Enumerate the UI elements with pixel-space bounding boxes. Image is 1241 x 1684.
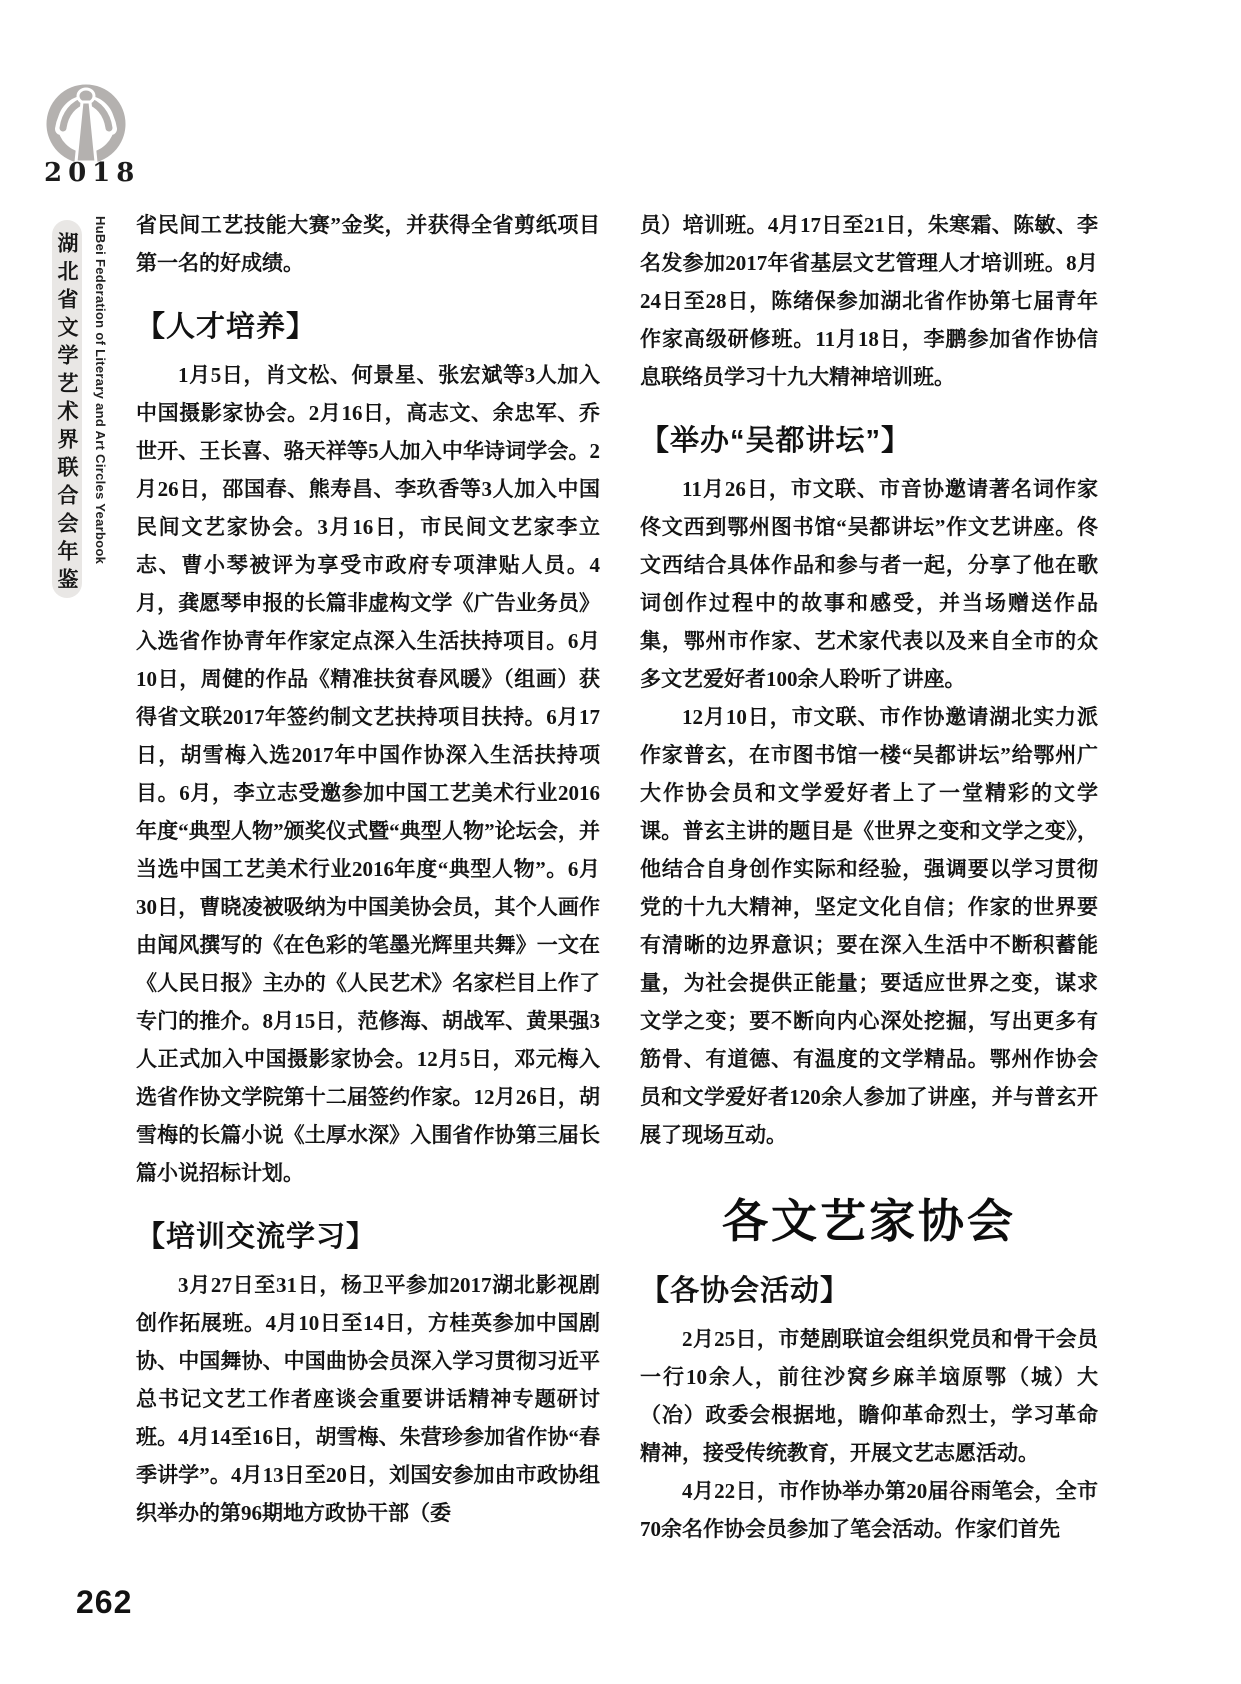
paragraph-association-activities-1: 2月25日，市楚剧联谊会组织党员和骨干会员一行10余人，前往沙窝乡麻羊垴原鄂（城）大（冶）政委会根据地，瞻仰革命烈士，学习革命精神，接受传统教育，开展文艺志愿活动。	[640, 1327, 1098, 1465]
federation-logo	[36, 84, 136, 164]
chapter-title-associations: 各文艺家协会	[722, 1195, 1016, 1247]
paragraph-wudu-forum-2: 12月10日，市文联、市作协邀请湖北实力派作家普玄，在市图书馆一楼“吴都讲坛”给鄂州广大作协会员和文学爱好者上了一堂精彩的文学课。普玄主讲的题目是《世界之变和文学之变》，他结合自身创作实际和经验，强调要以学习贯彻党的十九大精神，坚定文化自信；作家的世界要有清晰的边界意识；要在深入生活中不断积蓄能量，为社会提供正能量；要适应世界之变，谋求文学之变；要不断向内心深处挖掘，写出更多有筋骨、有道德、有温度的文学精品。鄂州作协会员和文学爱好者120余人参加了讲座，并与普玄开展了现场互动。	[640, 705, 1098, 1147]
paragraph-training-exchange: 3月27日至31日，杨卫平参加2017湖北影视剧创作拓展班。4月10日至14日，方桂英参加中国剧协、中国舞协、中国曲协会员深入学习贯彻习近平总书记文艺工作者座谈会重要讲话精神专题研讨班。4月14至16日，胡雪梅、朱营珍参加省作协“春季讲学”。4月13日至20日，刘国安参加由市政协组织举办的第96期地方政协干部（委	[136, 1273, 600, 1525]
paragraph-continuation: 省民间工艺技能大赛”金奖，并获得全省剪纸项目第一名的好成绩。	[136, 213, 600, 275]
section-heading-training-exchange: 【培训交流学习】	[136, 1221, 377, 1253]
federation-logo-icon	[36, 84, 136, 164]
paragraph-talent-cultivation: 1月5日，肖文松、何景星、张宏斌等3人加入中国摄影家协会。2月16日，高志文、余忠军、乔世开、王长喜、骆天祥等5人加入中华诗词学会。2月26日，邵国春、熊寿昌、李玖香等3人加入中国民间文艺家协会。3月16日，市民间文艺家李立志、曹小琴被评为享受市政府专项津贴人员。4月，龚愿琴申报的长篇非虚构文学《广告业务员》入选省作协青年作家定点深入生活扶持项目。6月10日，周健的作品《精准扶贫春风暖》（组画）获得省文联2017年签约制文艺扶持项目扶持。6月17日，胡雪梅入选2017年中国作协深入生活扶持项目。6月，李立志受邀参加中国工艺美术行业2016年度“典型人物”颁奖仪式暨“典型人物”论坛会，并当选中国工艺美术行业2016年度“典型人物”。6月30日，曹晓凌被吸纳为中国美协会员，其个人画作由闻风撰写的《在色彩的笔墨光辉里共舞》一文在《人民日报》主办的《人民艺术》名家栏目上作了专门的推介。8月15日，范修海、胡战军、黄果强3人正式加入中国摄影家协会。12月5日，邓元梅入选省作协文学院第十二届签约作家。12月26日，胡雪梅的长篇小说《土厚水深》入围省作协第三届长篇小说招标计划。	[136, 363, 600, 1185]
section-heading-talent-cultivation: 【人才培养】	[136, 311, 317, 343]
left-column	[136, 206, 600, 1532]
paragraph-association-activities-2: 4月22日，市作协举办第20届谷雨笔会，全市70余名作协会员参加了笔会活动。作家们首先	[640, 1479, 1098, 1541]
sidebar-title-english: HuBei Federation of Literary and Art Circles Yearbook	[93, 216, 108, 565]
year-label: 2018	[44, 158, 141, 188]
paragraph-continuation: 员）培训班。4月17日至21日，朱寒霜、陈敏、李名发参加2017年省基层文艺管理人才培训班。8月24日至28日，陈绪保参加湖北省作协第七届青年作家高级研修班。11月18日，李鹏参加省作协信息联络员学习十九大精神培训班。	[640, 213, 1098, 389]
sidebar-title-chinese: 湖北省文学艺术界联合会年鉴	[52, 220, 82, 598]
section-heading-association-activities: 【各协会活动】	[640, 1275, 851, 1307]
section-heading-wudu-forum: 【举办“吴都讲坛”】	[640, 425, 912, 457]
page-number: 262	[76, 1584, 133, 1620]
paragraph-wudu-forum-1: 11月26日，市文联、市音协邀请著名词作家佟文西到鄂州图书馆“吴都讲坛”作文艺讲座。佟文西结合具体作品和参与者一起，分享了他在歌词创作过程中的故事和感受，并当场赠送作品集，鄂州市作家、艺术家代表以及来自全市的众多文艺爱好者100余人聆听了讲座。	[640, 477, 1098, 691]
right-column	[640, 206, 1098, 1548]
